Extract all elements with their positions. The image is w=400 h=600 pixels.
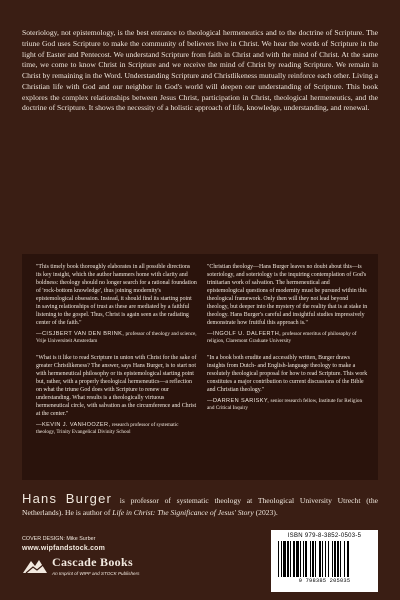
author-bio xyxy=(22,490,378,519)
endorser-name: —INGOLF U. DALFERTH, xyxy=(207,330,282,337)
isbn-number: ISBN 979-8-3852-0503-5 xyxy=(287,533,362,539)
endorser-title: research professor of systematic theology, Trinity Evangelical Divinity School xyxy=(36,421,179,435)
cascade-mountain-icon xyxy=(22,557,48,575)
endorsement-quote: "In a book both erudite and accessibly written, Burger draws insights from Dutch- and English-language theology to make a resolutely theological proposal for how to read Scripture. This work constitutes a major contribution to current discussions of the Bible and Christian theology." xyxy=(207,354,368,393)
endorsement-attribution xyxy=(207,398,368,412)
endorsement-quote: "This timely book thoroughly elaborates in all possible directions its key insight, which the author hammers home with clarity and boldness: theology should no longer search for a rational foundation of 'rock-bottom knowledge', thus joining modernity's epistemological obsession. Instead, it should find its starting point in saving relationships of trust as these are mediated by a faithful listening to the gospel. Thus, Christ is again seen as the radiating center of the faith." xyxy=(36,264,197,326)
author-previous-book-title: Life in Christ: The Significance of Jesus' Story xyxy=(112,508,254,518)
endorsement-quote: "Christian theology—Hans Burger leaves no doubt about this—is soteriology, and soteriology is the inquiring contemplation of God's trinitarian work of salvation. The hermeneutical and epistemological questions of modernity must be pursued within this theological framework. Only then will they not lead beyond theology, but deeper into the mystery of the reality that is at stake in theology. Hans Burger's careful and insightful studies impressively demonstrate how fruitful this approach is." xyxy=(207,264,368,326)
publisher-url[interactable]: www.wipfandstock.com xyxy=(22,545,106,552)
back-cover-blurb: Soteriology, not epistemology, is the best entrance to theological hermeneutics and to the doctrine of Scripture. The triune God uses Scripture to make the community of believers live in Christ. We hear the words of Scripture in the light of Easter and Pentecost. We understand Scripture from faith in Christ and with the mind of Christ. At the same time, we come to know Christ in Scripture and we receive the mind of Christ by reading Scripture. We remain in Christ by remaining in the Word. Understanding Scripture and Christlikeness mutually reinforce each other. Living a Christian life with God and our neighbor in God's world will deepen our understanding of Scripture. This book explores the complex relationships between Jesus Christ, participation in Christ, theological hermeneutics, and the doctrine of Scripture. It shows the necessity of a holistic approach of life, knowledge, understanding, and renewal. xyxy=(22,28,378,113)
endorser-name: —KEVIN J. VANHOOZER, xyxy=(36,421,111,428)
endorsement xyxy=(207,264,368,345)
barcode-bars-icon xyxy=(277,541,372,577)
endorsements-right-column xyxy=(207,264,368,474)
author-bio-year: (2023). xyxy=(255,508,278,518)
publisher-imprint: An Imprint of WIPF and STOCK Publishers xyxy=(52,571,140,576)
endorsement-attribution xyxy=(207,331,368,345)
publisher-name: Cascade Books xyxy=(52,555,133,569)
endorsement-quote: "What is it like to read Scripture in union with Christ for the sake of greater Christlikeness? The answer, says Hans Burger, is to start not with hermeneutical philosophy or its epistemological starting point but, rather, with a properly theological hermeneutics—a reflection on what the triune God does with Scripture to renew our understanding. What results is a theologically virtuous hermeneutical circle, with salvation as the circumference and Christ at the center." xyxy=(36,354,197,417)
endorsement xyxy=(36,264,197,345)
cover-design-credit: COVER DESIGN: Mike Surber xyxy=(22,536,96,542)
endorsement-attribution xyxy=(36,422,197,436)
author-bio-text: is professor of systematic theology at Theological University Utrecht (the Netherlands). He is author of xyxy=(22,496,378,518)
endorser-name: —CISJBERT VAN DEN BRINK, xyxy=(36,330,125,337)
author-name: Hans Burger xyxy=(22,491,113,506)
endorsements-left-column xyxy=(36,264,197,474)
publisher-footer xyxy=(22,536,222,576)
endorsement-attribution xyxy=(36,331,197,345)
endorser-title: professor emeritus of philosophy of religion, Claremont Graduate University xyxy=(207,330,357,345)
endorser-title: professor of theology and science, Vrije Universiteit Amsterdam xyxy=(36,330,197,345)
endorsement xyxy=(207,355,368,412)
endorser-title: senior research fellow, Institute for Religion and Critical Inquiry xyxy=(207,397,363,411)
publisher-logo xyxy=(22,555,222,576)
barcode-digits: 9 798385 205035 xyxy=(298,578,351,584)
endorser-name: —DARREN SARISKY, xyxy=(207,397,270,404)
endorsement xyxy=(36,355,197,436)
isbn-barcode xyxy=(271,530,378,592)
endorsements-panel xyxy=(22,254,378,480)
